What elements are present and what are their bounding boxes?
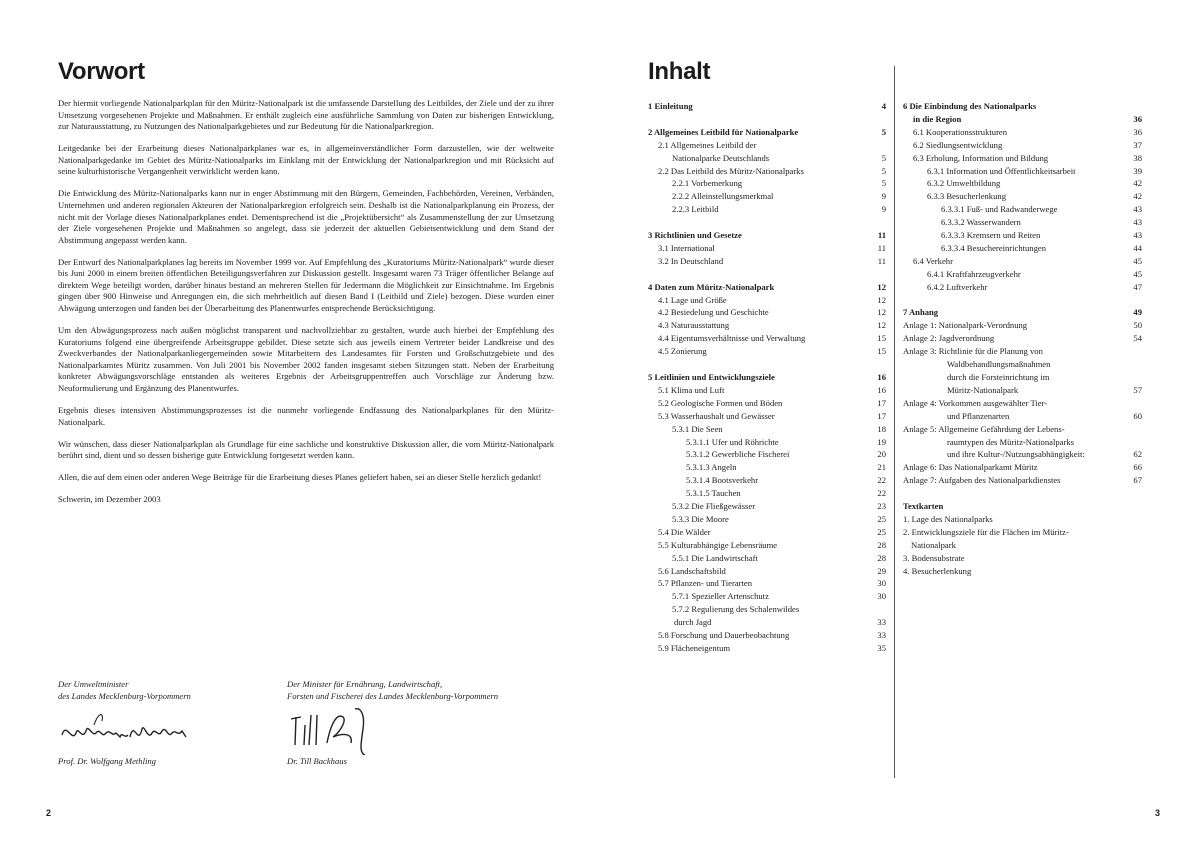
toc-entry-title: 6.4 Verkehr bbox=[913, 255, 953, 266]
toc-entry-title: Waldbehandlungsmaßnahmen bbox=[947, 359, 1051, 370]
foreword-paragraph: Der hiermit vorliegende Nationalparkplan für den Müritz-Nationalpark ist die umfassende Darstellung des Leitbildes, der Ziele und der zu ihrer Umsetzung vorgesehenen Projekte und Maßnahmen. Er enthält zugleich eine ausführliche Sammlung von Daten zur bisherigen Entwicklung, zur Naturausstattung, zu Nutzungen des Nationalparkgebietes und zur Bedeutung für die Nationalparkregion. bbox=[58, 98, 554, 132]
toc-entry-title: 5.5.1 Die Landwirtschaft bbox=[672, 552, 758, 563]
toc-entry-page: 4 bbox=[881, 101, 886, 111]
toc-entry-page: 39 bbox=[1133, 165, 1142, 176]
toc-entry-title: 5.3.1.2 Gewerbliche Fischerei bbox=[686, 449, 790, 460]
toc-entry[interactable] bbox=[648, 177, 886, 190]
toc-entry[interactable] bbox=[648, 165, 886, 178]
toc-entry-title: 6.3.1 Information und Öffentlichkeitsarbeit bbox=[927, 165, 1076, 176]
toc-entry-title: 6.4.1 Kraftfahrzeugverkehr bbox=[927, 268, 1021, 279]
toc-entry-title: durch die Forsteinrichtung im bbox=[947, 372, 1050, 383]
toc-entry[interactable] bbox=[903, 113, 1142, 126]
toc-entry-page: 45 bbox=[1133, 268, 1142, 279]
toc-entry[interactable] bbox=[648, 552, 886, 565]
toc-entry[interactable] bbox=[648, 423, 886, 436]
toc-entry-title: 6 Die Einbindung des Nationalparks bbox=[903, 101, 1037, 111]
toc-entry[interactable] bbox=[648, 513, 886, 526]
toc-entry[interactable] bbox=[903, 268, 1142, 281]
toc-entry[interactable] bbox=[648, 152, 886, 165]
toc-entry[interactable] bbox=[648, 203, 886, 216]
toc-entry-title: Anlage 2: Jagdverordnung bbox=[903, 333, 995, 344]
toc-entry[interactable] bbox=[903, 539, 1142, 552]
toc-entry-page: 16 bbox=[877, 384, 886, 395]
toc-entry[interactable] bbox=[903, 229, 1142, 242]
toc-entry-page: 28 bbox=[877, 539, 886, 550]
toc-entry[interactable] bbox=[903, 423, 1142, 436]
toc-entry-title: Anlage 5: Allgemeine Gefährdung der Lebens- bbox=[903, 423, 1065, 434]
toc-entry-page: 11 bbox=[877, 255, 886, 266]
toc-entry[interactable] bbox=[648, 565, 886, 578]
toc-entry[interactable] bbox=[648, 255, 886, 268]
toc-entry-title: 4. Besucherlenkung bbox=[903, 565, 972, 576]
handwritten-signature-backhaus bbox=[287, 703, 397, 755]
toc-entry-page: 25 bbox=[877, 526, 886, 537]
toc-entry-page: 15 bbox=[877, 333, 886, 344]
toc-entry-page: 5 bbox=[881, 126, 886, 137]
toc-entry-title: 5.3.2 Die Fließgewässer bbox=[672, 501, 756, 512]
toc-entry-page: 22 bbox=[877, 488, 886, 499]
toc-entry[interactable] bbox=[903, 474, 1142, 487]
toc-entry[interactable] bbox=[648, 629, 886, 642]
toc-entry[interactable] bbox=[648, 590, 886, 603]
toc-entry-title: 2.2.1 Vorbemerkung bbox=[672, 178, 743, 189]
toc-entry-title: 2.2.2 Alleinstellungsmerkmal bbox=[672, 191, 774, 202]
toc-entry-title: raumtypen des Müritz-Nationalparks bbox=[947, 436, 1074, 447]
toc-entry[interactable] bbox=[648, 436, 886, 449]
toc-entry-page: 9 bbox=[881, 204, 886, 215]
toc-entry-title: 7 Anhang bbox=[903, 307, 939, 318]
toc-entry-page: 36 bbox=[1133, 113, 1142, 124]
toc-entry-page: 19 bbox=[877, 436, 886, 447]
toc-entry-page: 21 bbox=[877, 462, 886, 473]
toc-entry[interactable] bbox=[903, 281, 1142, 294]
toc-entry[interactable] bbox=[648, 577, 886, 590]
toc-entry-page: 49 bbox=[1133, 307, 1142, 318]
toc-entry-page: 43 bbox=[1133, 204, 1142, 215]
toc-entry-title: Anlage 7: Aufgaben des Nationalparkdienstes bbox=[903, 475, 1061, 486]
toc-entry-title: 6.3.2 Umweltbildung bbox=[927, 178, 1001, 189]
toc-entry-title: 3.1 International bbox=[658, 242, 715, 253]
toc-entry-page: 5 bbox=[881, 165, 886, 176]
foreword-paragraph: Um den Abwägungsprozess nach außen möglichst transparent und nachvollziehbar zu gestalten, wurde auch hierbei der Empfehlung des Kuratoriums folgend eine übergreifende Arbeitsgruppe gebildet. Diese setzte sich aus jeweils einem Vertreter beider Landkreise und des Zweckverbandes der Nationalparkanliegergemeinden sowie Mitarbeitern des Landesamtes für Forsten und Großschutzgebiete und des Nationalparkamtes Müritz zusammen. Von Juli 2001 bis November 2002 fanden insgesamt sieben Sitzungen statt. Neben der Erarbeitung konkreter Abwägungsvorschläge entstanden als weiteres Ergebnis der Arbeitsgruppentreffen auch Vorschläge zur Änderung bzw. Neuformulierung und Ergänzung des Planentwurfes. bbox=[58, 325, 554, 394]
toc-entry-title: 5.1 Klima und Luft bbox=[658, 384, 725, 395]
toc-spacer bbox=[648, 216, 886, 229]
toc-entry[interactable] bbox=[648, 190, 886, 203]
toc-entry[interactable] bbox=[648, 126, 886, 139]
toc-entry-title: 5.3.1.3 Angeln bbox=[686, 462, 737, 473]
toc-entry-title: Nationalparke Deutschlands bbox=[672, 152, 770, 163]
toc-entry-page: 36 bbox=[1133, 126, 1142, 137]
toc-entry[interactable] bbox=[903, 448, 1142, 461]
column-divider bbox=[894, 66, 895, 778]
toc-entry-title: 5.3 Wasserhaushalt und Gewässer bbox=[658, 410, 775, 421]
toc-entry-page: 5 bbox=[881, 178, 886, 189]
toc-entry[interactable] bbox=[903, 203, 1142, 216]
toc-entry-title: 4.5 Zonierung bbox=[658, 346, 707, 357]
toc-entry-page: 12 bbox=[877, 294, 886, 305]
toc-entry-page: 9 bbox=[881, 191, 886, 202]
toc-entry-page: 35 bbox=[877, 643, 886, 653]
toc-entry[interactable] bbox=[903, 500, 1142, 513]
toc-entry[interactable] bbox=[903, 152, 1142, 165]
toc-entry[interactable] bbox=[903, 410, 1142, 423]
toc-entry-page: 50 bbox=[1133, 320, 1142, 331]
toc-entry[interactable] bbox=[648, 448, 886, 461]
toc-entry-page: 45 bbox=[1133, 255, 1142, 266]
signatory-role: Forsten und Fischerei des Landes Mecklenburg-Vorpommern bbox=[287, 691, 499, 702]
foreword-paragraph: Wir wünschen, dass dieser Nationalparkplan als Grundlage für eine sachliche und konstruktive Diskussion aller, die vom Müritz-Nationalpark berührt sind, dient und so dessen bisherige gute Entwicklung fortgesetzt werden kann. bbox=[58, 438, 554, 461]
toc-entry-title: Anlage 6: Das Nationalparkamt Müritz bbox=[903, 462, 1038, 473]
toc-entry-page: 66 bbox=[1133, 462, 1142, 473]
toc-entry[interactable] bbox=[648, 397, 886, 410]
toc-entry-page: 12 bbox=[877, 320, 886, 331]
page-number-left: 2 bbox=[46, 808, 52, 818]
toc-entry[interactable] bbox=[903, 139, 1142, 152]
toc-entry-title: 5.3.1.1 Ufer und Röhrichte bbox=[686, 436, 779, 447]
toc-spacer bbox=[648, 113, 886, 126]
toc-entry-title: 5 Leitlinien und Entwicklungsziele bbox=[648, 371, 775, 382]
toc-entry-title: 6.4.2 Luftverkehr bbox=[927, 281, 988, 292]
toc-entry[interactable] bbox=[648, 487, 886, 500]
toc-entry[interactable] bbox=[648, 500, 886, 513]
toc-entry-page: 44 bbox=[1133, 242, 1142, 253]
toc-entry[interactable] bbox=[648, 642, 886, 655]
toc-entry[interactable] bbox=[648, 603, 886, 616]
toc-entry[interactable] bbox=[903, 319, 1142, 332]
toc-entry-title: 4.1 Lage und Größe bbox=[658, 294, 727, 305]
toc-entry-page: 43 bbox=[1133, 230, 1142, 241]
toc-spacer bbox=[648, 268, 886, 281]
toc-entry[interactable] bbox=[648, 539, 886, 552]
toc-entry-page: 23 bbox=[877, 501, 886, 512]
toc-entry-title: 5.7.1 Spezieller Artenschutz bbox=[672, 591, 769, 602]
toc-entry-page: 16 bbox=[877, 371, 886, 382]
foreword-paragraph: Ergebnis dieses intensiven Abstimmungsprozesses ist die nunmehr vorliegende Endfassung des Nationalparkplanes für den Müritz-Nationalpark. bbox=[58, 405, 554, 427]
toc-entry-title: 2.2.3 Leitbild bbox=[672, 204, 719, 215]
toc-entry-title: 3. Bodensubstrate bbox=[903, 552, 965, 563]
toc-entry-title: 6.3.3.1 Fuß- und Radwanderwege bbox=[941, 204, 1058, 215]
toc-entry-page: 54 bbox=[1133, 333, 1142, 344]
toc-entry-page: 5 bbox=[881, 152, 886, 163]
toc-entry-page: 22 bbox=[877, 475, 886, 486]
toc-entry[interactable] bbox=[903, 461, 1142, 474]
toc-entry-title: Anlage 1: Nationalpark-Verordnung bbox=[903, 320, 1028, 331]
toc-entry-page: 42 bbox=[1133, 178, 1142, 189]
toc-entry[interactable] bbox=[903, 126, 1142, 139]
toc-entry-title: 2.1 Allgemeines Leitbild der bbox=[658, 139, 757, 150]
toc-entry[interactable] bbox=[648, 332, 886, 345]
signatory-role: Der Umweltminister bbox=[58, 679, 129, 689]
toc-entry-title: 4.3 Naturausstattung bbox=[658, 320, 730, 331]
foreword-paragraph: Allen, die auf dem einen oder anderen Wege Beiträge für die Erarbeitung dieses Planes geliefert haben, sei an dieser Stelle herzlich gedankt! bbox=[58, 472, 542, 483]
toc-entry-page: 17 bbox=[877, 397, 886, 408]
toc-entry[interactable] bbox=[648, 384, 886, 397]
toc-entry-title: 2.2 Das Leitbild des Müritz-Nationalparks bbox=[658, 165, 804, 176]
toc-entry[interactable] bbox=[648, 294, 886, 307]
toc-entry[interactable] bbox=[903, 552, 1142, 565]
toc-entry-title: 5.6 Landschaftsbild bbox=[658, 565, 726, 576]
toc-entry-page: 42 bbox=[1133, 191, 1142, 202]
toc-entry-page: 43 bbox=[1133, 217, 1142, 228]
toc-entry-title: 5.3.1 Die Seen bbox=[672, 423, 723, 434]
page-number-right: 3 bbox=[1155, 808, 1161, 818]
toc-entry-page: 33 bbox=[877, 630, 886, 641]
toc-entry-title: 6.1 Kooperationsstrukturen bbox=[913, 126, 1008, 137]
toc-entry-title: 6.3.3.4 Besuchereinrichtungen bbox=[941, 242, 1047, 253]
toc-entry[interactable] bbox=[648, 100, 886, 113]
signature-block-methling bbox=[58, 678, 198, 767]
foreword-paragraph: Der Entwurf des Nationalparkplanes lag bereits im November 1999 vor. Auf Empfehlung des „Kuratoriums Müritz-Nationalpark“ wurde dieser bis Juni 2000 in einem breiten öffentlichen Beteiligungsverfahren zur Diskussion gestellt. Insgesamt waren 73 Träger öffentlicher Belange auf direktem Wege beteiligt worden, darüber hinaus bestand an mehreren Stellen für Jedermann die Möglichkeit zur Einsichtnahme. Im Ergebnis gingen über 900 Hinweise und Anregungen ein, die sich mehrheitlich auf diesen Band I (Leitbild und Ziele) bezogen. Diese wurden einer Abwägung unterzogen und fanden bei der Überarbeitung des Planentwurfes entsprechende Berücksichtigung. bbox=[58, 256, 554, 314]
toc-entry[interactable] bbox=[648, 345, 886, 358]
toc-entry-title: Textkarten bbox=[903, 501, 944, 512]
toc-entry-title: 6.2 Siedlungsentwicklung bbox=[913, 139, 1003, 150]
toc-entry-title: 4.2 Besiedelung und Geschichte bbox=[658, 307, 769, 318]
toc-entry-page: 11 bbox=[877, 242, 886, 253]
toc-entry-page: 67 bbox=[1133, 475, 1142, 486]
toc-entry-title: 6.3.3.2 Wasserwandern bbox=[941, 217, 1021, 228]
toc-spacer bbox=[903, 294, 1142, 307]
toc-entry-page: 62 bbox=[1133, 449, 1142, 460]
toc-entry-page: 30 bbox=[877, 578, 886, 589]
toc-entry[interactable] bbox=[903, 397, 1142, 410]
toc-entry-page: 12 bbox=[877, 307, 886, 318]
toc-entry-title: 5.4 Die Wälder bbox=[658, 526, 711, 537]
foreword-title: Vorwort bbox=[58, 58, 145, 85]
toc-entry[interactable] bbox=[903, 332, 1142, 345]
toc-entry-title: durch Jagd bbox=[674, 617, 712, 628]
toc-entry-title: 5.8 Forschung und Dauerbeobachtung bbox=[658, 630, 790, 641]
toc-entry[interactable] bbox=[903, 177, 1142, 190]
toc-spacer bbox=[903, 487, 1142, 500]
toc-entry[interactable] bbox=[903, 345, 1142, 358]
toc-entry-title: 6.3 Erholung, Information und Bildung bbox=[913, 152, 1049, 163]
signatory-role: des Landes Mecklenburg-Vorpommern bbox=[58, 691, 191, 702]
toc-entry[interactable] bbox=[648, 616, 886, 629]
toc-entry[interactable] bbox=[648, 474, 886, 487]
toc-entry[interactable] bbox=[903, 242, 1142, 255]
toc-entry[interactable] bbox=[903, 100, 1142, 113]
foreword-place-date: Schwerin, im Dezember 2003 bbox=[58, 494, 161, 505]
signatory-role: Der Minister für Ernährung, Landwirtschaft, bbox=[287, 679, 443, 689]
toc-entry-title: Nationalpark bbox=[911, 539, 956, 550]
toc-spacer bbox=[648, 358, 886, 371]
toc-entry-page: 28 bbox=[877, 552, 886, 563]
toc-entry-title: 6.3.3 Besucherlenkung bbox=[927, 191, 1006, 202]
toc-entry[interactable] bbox=[903, 306, 1142, 319]
toc-entry-title: 5.9 Flächeneigentum bbox=[658, 643, 731, 653]
toc-entry-page: 20 bbox=[877, 449, 886, 460]
toc-entry-title: 1. Lage des Nationalparks bbox=[903, 513, 993, 524]
toc-entry[interactable] bbox=[903, 565, 1142, 578]
toc-entry-title: 4.4 Eigentumsverhältnisse und Verwaltung bbox=[658, 333, 806, 344]
toc-entry-title: in die Region bbox=[913, 113, 962, 124]
toc-entry-title: 5.3.1.4 Bootsverkehr bbox=[686, 475, 759, 486]
toc-entry[interactable] bbox=[648, 229, 886, 242]
toc-entry[interactable] bbox=[648, 371, 886, 384]
toc-entry[interactable] bbox=[903, 216, 1142, 229]
toc-entry-title: 4 Daten zum Müritz-Nationalpark bbox=[648, 281, 775, 292]
toc-entry-title: 5.7.2 Regulierung des Schalenwildes bbox=[672, 604, 800, 615]
toc-entry-page: 57 bbox=[1133, 384, 1142, 395]
toc-entry-page: 30 bbox=[877, 591, 886, 602]
toc-entry-page: 29 bbox=[877, 565, 886, 576]
toc-entry-title: 5.3.3 Die Moore bbox=[672, 513, 729, 524]
foreword-paragraph: Leitgedanke bei der Erarbeitung dieses Nationalparkplanes war es, in allgemeinverständlicher Form darzustellen, wie der weltweite Nationalparkgedanke im Gebiet des Müritz-Nationalparks im Einklang mit der Entwicklung der Nationalparkregion und mit Rücksicht auf seine kulturhistorische Vergangenheit verwirklicht werden kann. bbox=[58, 143, 554, 177]
toc-entry-page: 15 bbox=[877, 346, 886, 357]
toc-entry[interactable] bbox=[648, 461, 886, 474]
toc-entry[interactable] bbox=[903, 165, 1142, 178]
toc-entry[interactable] bbox=[648, 139, 886, 152]
toc-entry-title: Müritz-Nationalpark bbox=[947, 384, 1019, 395]
toc-entry[interactable] bbox=[903, 436, 1142, 449]
toc-column-right bbox=[903, 100, 1142, 578]
toc-entry-title: 5.3.1.5 Tauchen bbox=[686, 488, 741, 499]
handwritten-signature-methling bbox=[58, 703, 198, 755]
toc-entry-page: 38 bbox=[1133, 152, 1142, 163]
toc-column-left bbox=[648, 100, 886, 655]
toc-entry[interactable] bbox=[648, 242, 886, 255]
toc-entry-page: 47 bbox=[1133, 281, 1142, 292]
toc-entry-title: und Pflanzenarten bbox=[947, 410, 1010, 421]
foreword-body bbox=[58, 98, 554, 516]
toc-entry-title: Anlage 3: Richtlinie für die Planung von bbox=[903, 346, 1043, 357]
toc-entry-page: 25 bbox=[877, 513, 886, 524]
toc-entry-page: 11 bbox=[877, 230, 886, 241]
toc-entry-page: 33 bbox=[877, 617, 886, 628]
toc-entry[interactable] bbox=[903, 358, 1142, 371]
toc-entry[interactable] bbox=[903, 255, 1142, 268]
toc-entry[interactable] bbox=[903, 384, 1142, 397]
toc-entry-title: 3 Richtlinien und Gesetze bbox=[648, 230, 742, 241]
signatory-name: Dr. Till Backhaus bbox=[287, 755, 347, 766]
toc-entry-title: und ihre Kultur-/Nutzungsabhängigkeit: bbox=[947, 449, 1085, 460]
contents-title: Inhalt bbox=[648, 58, 711, 85]
toc-entry[interactable] bbox=[648, 281, 886, 294]
toc-entry-title: 5.5 Kulturabhängige Lebensräume bbox=[658, 539, 778, 550]
toc-entry-title: 3.2 In Deutschland bbox=[658, 255, 724, 266]
toc-entry[interactable] bbox=[648, 319, 886, 332]
toc-entry-page: 12 bbox=[877, 281, 886, 292]
toc-entry-title: 5.7 Pflanzen- und Tierarten bbox=[658, 578, 753, 589]
toc-entry-title: Anlage 4: Vorkommen ausgewählter Tier- bbox=[903, 397, 1048, 408]
foreword-paragraph: Die Entwicklung des Müritz-Nationalparks kann nur in enger Abstimmung mit den Bürgern, Gemeinden, Fachbehörden, Vereinen, Verbänden, Unternehmen und anderen regionalen Akteuren der Nationalparkregion erfolgreich sein. Deshalb ist die Nationalparkplanung ein Prozess, der nicht mit der Vorlage dieses Nationalparkplanes endet. Dementsprechend ist die „Projektübersicht“ als Zusammenstellung der zur Umsetzung der Ziele vorgesehenen Projekte und Maßnahmen so angelegt, dass sie jederzeit der aktuellen Gebietsentwicklung und dem Stand der Abstimmung angepasst werden kann. bbox=[58, 188, 554, 245]
toc-entry[interactable] bbox=[648, 526, 886, 539]
toc-entry[interactable] bbox=[648, 306, 886, 319]
toc-entry[interactable] bbox=[903, 526, 1142, 539]
toc-entry[interactable] bbox=[903, 513, 1142, 526]
toc-entry-page: 60 bbox=[1133, 410, 1142, 421]
signature-block-backhaus bbox=[287, 678, 498, 767]
toc-entry-title: 6.3.3.3 Kremsern und Reiten bbox=[941, 230, 1041, 241]
toc-entry-title: 2. Entwicklungsziele für die Flächen im Müritz- bbox=[903, 526, 1069, 537]
toc-entry-title: 5.2 Geologische Formen und Böden bbox=[658, 397, 783, 408]
signatory-name: Prof. Dr. Wolfgang Methling bbox=[58, 755, 156, 766]
toc-entry-title: 1 Einleitung bbox=[648, 101, 693, 111]
toc-entry[interactable] bbox=[903, 371, 1142, 384]
toc-entry-page: 37 bbox=[1133, 139, 1142, 150]
toc-entry[interactable] bbox=[648, 410, 886, 423]
toc-entry[interactable] bbox=[903, 190, 1142, 203]
toc-entry-page: 18 bbox=[877, 423, 886, 434]
toc-entry-page: 17 bbox=[877, 410, 886, 421]
toc-entry-title: 2 Allgemeines Leitbild für Nationalparke bbox=[648, 126, 799, 137]
